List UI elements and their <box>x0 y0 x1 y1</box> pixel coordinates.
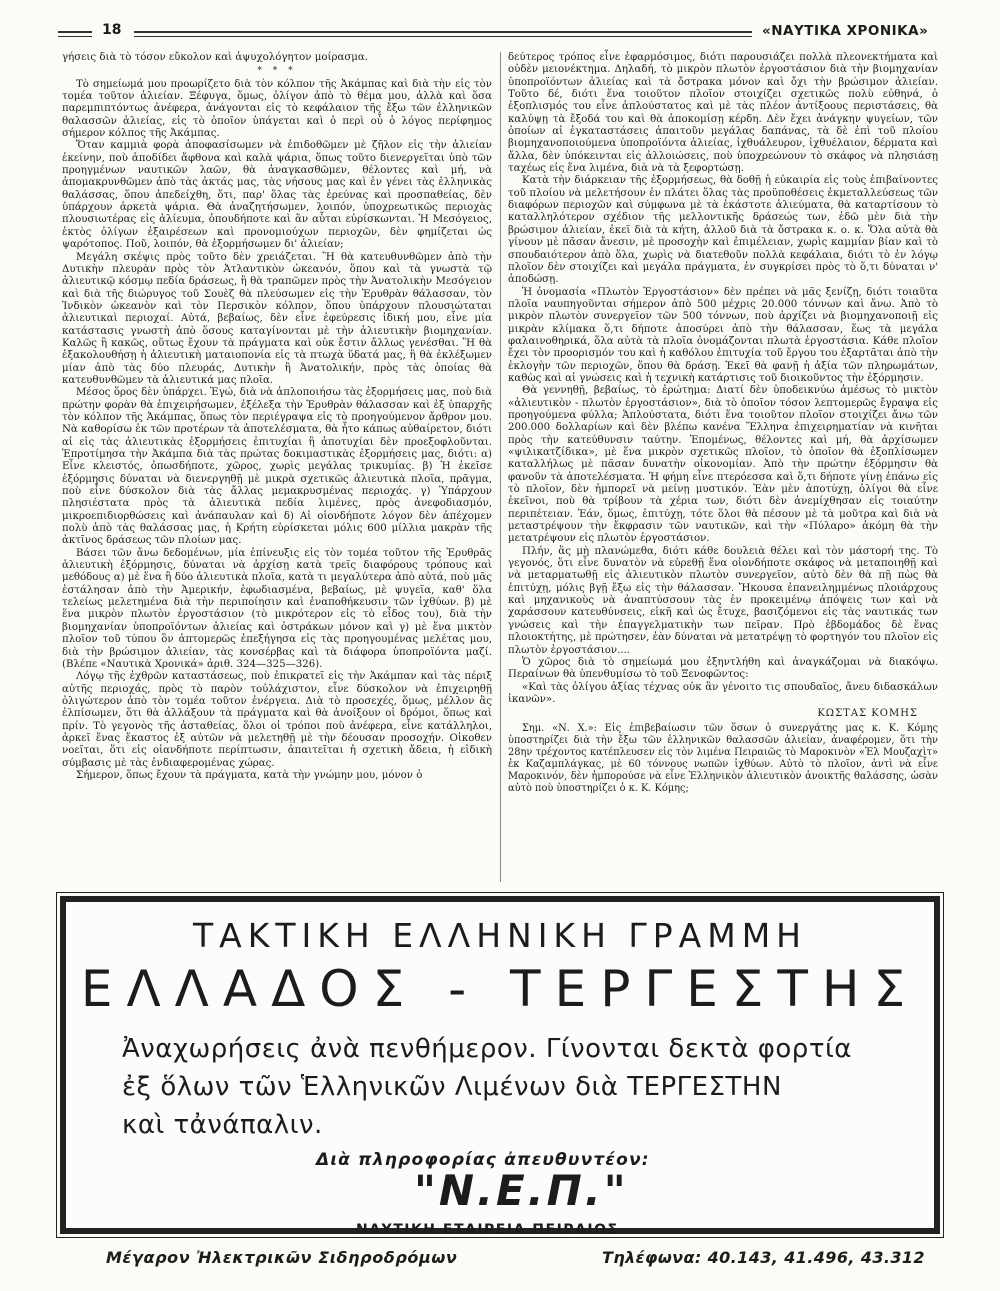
header-rule-middle <box>134 31 752 37</box>
ad-route: ΕΛΛΑΔΟΣ - ΤΕΡΓΕΣΤΗΣ <box>80 960 920 1018</box>
paragraph: Σήμερον, ὅπως ἔχουν τὰ πράγματα, κατὰ τὴν γνώμην μου, μόνον ὁ <box>76 769 423 781</box>
paragraph: Κατὰ τὴν διάρκειαν τῆς ἐξορμήσεως, θὰ δοθῇ ἡ εὐκαιρία εἰς τοὺς ἐπιβαίνοντες τοῦ πλοίου νὰ μελετήσουν ἐν πλάτει ὅλας τὰς προϋποθέσεις ἐκμεταλλεύσεως τῶν διαφόρων περιοχῶν καὶ σύμφωνα μὲ τὰ ἑκάστοτε ἁλιεύματα, θὰ καταρτίσουν τὸ καταλληλότερον σχέδιον τῆς μελλοντικῆς δράσεώς των, ἐδῶ μὲν διὰ τὴν βρώσιμον ἁλιείαν, ἐκεῖ διὰ τὰ κήτη, ἀλλοῦ διὰ τὰ ὄστρακα κ. ο. κ. Ὅλα αὐτὰ θὰ γίνουν μὲ πᾶσαν ἄνεσιν, μὲ προσοχὴν καὶ ἐπιμέλειαν, χωρὶς καμμίαν βίαν καὶ τὸ σπουδαιότερον ἀπὸ ὅλα, χωρὶς νὰ διατεθοῦν πολλὰ κεφάλαια, διότι τὸ ἐν λόγῳ πλοῖον δὲν στοιχίζει καὶ μεγάλα πράγματα, ἐν συγκρίσει πρὸς τὸ ὅ,τι δύναται ν' ἀποδώσῃ. <box>508 175 938 286</box>
article-column-left <box>62 52 492 882</box>
paragraph: Ὅταν καμμιὰ φορὰ ἀποφασίσωμεν νὰ ἐπιδοθῶμεν μὲ ζῆλον εἰς τὴν ἁλιείαν ἐκείνην, ποὺ ἀποδίδει ἄφθονα καὶ καλὰ ψάρια, ὅπως τοῦτο διενεργεῖται ὑπὸ τῶν προηγμένων ναυτικῶν λαῶν, θὰ ἀναγκασθῶμεν, θέλοντες καὶ μή, νὰ ἀπομακρυνθῶμεν ἀπὸ τὰς ἀκτάς μας, τὰς νήσους μας καὶ ἐν γένει τὰς ἑλληνικὰς θαλάσσας, ὅπου ἀπεδείχθη, ὅτι, παρ' ὅλας τὰς ἐρεύνας καὶ προσπαθείας, δὲν ὑπάρχουν ἀρκετὰ ψάρια. Θὰ ἀναζητήσωμεν, λοιπόν, ὑποχρεωτικῶς περιοχὰς πλουσιωτέρας εἰς ἁλίευμα, ὁπουδήποτε καὶ ἂν αὗται εὑρίσκωνται. Ἡ Μεσόγειος, ἐκτὸς ὀλίγων ἐξαιρέσεων καὶ προνομιούχων περιοχῶν, δὲν φημίζεται ὡς ψαρότοπος. Ποῦ, λοιπόν, θὰ ἐξορμήσωμεν δι' ἁλιείαν; <box>62 140 492 251</box>
ad-company-name: ΝΑΥΤΙΚΗ ΕΤΑΙΡΕΙΑ ΠΕΙΡΑΙΩΣ <box>356 1222 619 1238</box>
paragraph: Ὁ χῶρος διὰ τὸ σημείωμά μου ἐξηντλήθη καὶ ἀναγκάζομαι νὰ διακόψω. Περαίνων θὰ ὑπενθυμίσω τὸ τοῦ Ξενοφῶντος: <box>508 656 938 681</box>
page-header <box>58 22 938 46</box>
ad-line-title: ΤΑΚΤΙΚΗ ΕΛΛΗΝΙΚΗ ΓΡΑΜΜΗ <box>192 916 807 955</box>
paragraph: Μέσος ὅρος δὲν ὑπάρχει. Ἐγώ, διὰ νὰ ἀπλοποιήσω τὰς ἐξορμήσεις μας, ποὺ διὰ πρώτην φορὰν θὰ ἐπιχειρήσωμεν, ἐξέλεξα τὴν Ἐρυθρὰν θάλασσαν καὶ ἐξ ὑπαρχῆς τὸν κόλπον τῆς Ἀκάμπας, ὅπως τὸν περιέγραψα εἰς τὸ προηγούμενον ἄρθρον μου. Νὰ καθορίσω ἐκ τῶν προτέρων τὰ ἀποτελέσματα, θὰ ἦτο κάπως αὐθαίρετον, διότι αἱ εἰς τὰς ἁλιευτικὰς ἐξορμήσεις ἐπιτυχίαι ἢ ἀποτυχίαι δὲν προεξοφλοῦνται. Ἐπροτίμησα τὴν Ἀκάμπα διὰ τὰς πρώτας δοκιμαστικὰς ἐξορμήσεις μας, διότι: α) Εἶνε κλειστός, ὁπωσδήποτε, χῶρος, χωρὶς μεγάλας τρικυμίας. β) Ἡ ἐκεῖσε ἐξόρμησις δύναται νὰ διενεργηθῇ μὲ μικρὰ σχετικῶς ἁλιευτικὰ πλοῖα, πρᾶγμα, ποὺ εἶνε δύσκολον διὰ τὰς ἄλλας μεμακρυσμένας περιοχάς. γ) Ὑπάρχουν πλησιέστατα πρὸς τὰ ἁλιευτικὰ πεδία λιμένες, πρὸς ἀνεφοδιασμόν, μικροεπιδιορθώσεις καὶ ἀνάπαυλαν καὶ δ) Αἱ οἱονδήποτε λόγον δὲν ἀπέχομεν πολὺ ἀπὸ τὰς θαλάσσας μας, ἡ Κρήτη εὑρίσκεται μόλις 600 μίλλια μακρὰν τῆς ἀκτῖνος δράσεως τῶν πλοίων μας. <box>62 387 492 547</box>
paragraph: Ἡ ὀνομασία «Πλωτὸν Ἐργοστάσιον» δὲν πρέπει νὰ μᾶς ξενίζῃ, διότι τοιαῦτα πλοῖα ναυπηγοῦνται σήμερον ἀπὸ 500 μέχρις 20.000 τόννων καὶ ἄνω. Ἀπὸ τὸ μικρὸν πλωτὸν συνεργεῖον τῶν 500 τόννων, ποὺ ἀρχίζει νὰ βιομηχανοποιῇ εἰς μικρὰν κλίμακα ὅ,τι δήποτε ἀποσύρει ἀπὸ τὴν θάλασσαν, ἕως τὰ μεγάλα φαλαινοθηρικά, ὅλα αὐτὰ τὰ πλοῖα ὀνομάζονται πλωτὰ ἐργοστάσια. Κάθε πλοῖον ἔχει τὸν προορισμόν του καὶ ἡ καθόλου ἐπιτυχία τοῦ ἔργου του ἐξαρτᾶται ἀπὸ τὴν ἐκλογὴν τῶν περιοχῶν, ὅπου θὰ δράσῃ. Ἐκεῖ θὰ φανῇ ἡ ἀξία τῶν πληρωμάτων, καθὼς καὶ αἱ γνώσεις καὶ ἡ τεχνικὴ κατάρτισις τοῦ διοικοῦντος τὴν ἐξόρμησιν. <box>508 286 938 384</box>
quotation: «Καὶ τὰς ὀλίγου ἀξίας τέχνας οὐκ ἂν γένοιτο τις σπουδαῖος, ἄνευ διδασκάλων ἱκανῶν». <box>508 681 938 705</box>
paragraph: γήσεις διὰ τὸ τόσον εὔκολον καὶ ἀψυχολόγητον μοίρασμα. <box>62 52 369 63</box>
paragraph: Μεγάλη σκέψις πρὸς τοῦτο δὲν χρειάζεται. Ἢ θὰ κατευθυνθῶμεν ἀπὸ τὴν Δυτικὴν πλευρὰν πρὸς τὸν Ἀτλαντικὸν ὠκεανόν, ὅπου καὶ τὰ γνωστὰ τῷ ἁλιευτικῷ κόσμῳ πεδία δράσεως, ἢ θὰ τραπῶμεν πρὸς τὴν Ἀνατολικὴν Μεσόγειον καὶ διὰ τῆς διώρυγος τοῦ Σουὲζ θὰ πλεύσωμεν εἰς τὴν Ἐρυθρὰν θάλασσαν, τὸν Ἰνδικὸν ὠκεανὸν καὶ τὸν Περσικὸν κόλπον, ὅπου ὑπάρχουν πλουσιώταται ἁλιευτικαὶ περιοχαί. Αὐτά, βεβαίως, δὲν εἶνε ἐφεύρεσις ἰδική μου, εἶνε μία κατάστασις γνωστὴ ἀπὸ ὅσους καταγίνονται μὲ τὴν ἁλιευτικὴν βιομηχανίαν. Καλῶς ἢ κακῶς, οὕτως ἔχουν τὰ πράγματα καὶ οὐκ ἔστιν ἄλλως γενέσθαι. Ἢ θὰ ἐξακολουθήσῃ ἡ ἁλιευτικὴ ματαιοπονία εἰς τὰ πτωχὰ ὕδατά μας, ἢ θὰ ἐκλέξωμεν μίαν ἀπὸ τὰς δύο πλευράς, Δυτικὴν ἢ Ἀνατολικήν, πρὸς τὰς ὁποίας θὰ κατευθυνθῶμεν τὰ ἁλιευτικά μας πλοῖα. <box>62 251 492 386</box>
paragraph: Τὸ σημείωμά μου προωρίζετο διὰ τὸν κόλπον τῆς Ἀκάμπας καὶ διὰ τὴν εἰς τὸν τομέα τοῦτον ἁλιείαν. Ξέφυγα, ὅμως, ὀλίγον ἀπὸ τὸ θέμα μου, ἀλλὰ καὶ ὅσα παρεμπιπτόντως ἀνέφερα, ἀνάγονται εἰς τὸ κεφάλαιον τῆς ἔξω τῶν ἑλληνικῶν θαλασσῶν ἁλιείας, εἰς τὸ ὁποῖον ὑπάγεται καὶ ὁ περὶ οὗ ὁ λόγος περίφημος σήμερον κόλπος τῆς Ἀκάμπας. <box>62 78 492 140</box>
editor-note: Σημ. «Ν. Χ.»: Εἰς ἐπιβεβαίωσιν τῶν ὅσων ὁ συνεργάτης μας κ. Κ. Κόμης ὑποστηρίζει διὰ τὴν ἔξω τῶν ἑλληνικῶν θαλασσῶν ἁλιείαν, ἀναφέρομεν, ὅτι τὴν 28ην τρέχοντος κατέπλευσεν εἰς τὸν λιμένα Πειραιῶς τὸ Μαροκινὸν «Ἐλ Μουζαχὶτ» ἐκ Καζαμπλάγκας, μὲ 60 τόννους νωπῶν ἰχθύων. Αὐτὸ τὸ πλοῖον, ἀντὶ νὰ εἶνε Μαροκινόν, δὲν ἠμπορούσε νὰ εἶνε Ἑλληνικὸν ἁλιευτικὸν ἀνοικτῆς θαλάσσης, ὡσὰν αὐτὸ ποὺ ὑποστηρίζει ὁ κ. Κ. Κόμης; <box>508 722 938 794</box>
ad-text-line: Ἀναχωρήσεις ἀνὰ πενθήμερον. Γίνονται δεκτὰ φορτία <box>122 1034 852 1064</box>
paragraph: Θὰ γεννηθῇ, βεβαίως, τὸ ἐρώτημα: Διατί δὲν ὑποδεικνύω ἀμέσως τὸ μικτὸν «ἁλιευτικὸν - πλωτὸν ἐργοστάσιον», διὰ τὸ ὁποῖον τόσον λεπτομερῶς ἔγραψα εἰς προηγούμενα φύλλα; Ἁπλούστατα, διότι ἕνα τοιοῦτον πλοῖον στοιχίζει ἄνω τῶν 200.000 δολλαρίων καὶ δὲν βλέπω κανένα Ἕλληνα ἐπιχειρηματίαν νὰ κινῆται πρὸς τὴν κατεύθυνσιν ταύτην. Ἐπομένως, θέλοντες καὶ μή, θὰ ἀρχίσωμεν «ψιλικατζίδικα», μὲ ἕνα μικρὸν σχετικῶς πλοῖον, τὸ ὁποῖον θὰ ἐξοπλίσωμεν καταλλήλως μὲ πᾶσαν δυνατὴν οἰκονομίαν. Ἀπὸ τὴν πρώτην ἐξόρμησιν θὰ φανοῦν τὰ ἀποτελέσματα. Ἡ φήμη εἶνε πτερόεσσα καὶ ὅ,τι δήποτε γίνῃ ἐπάνω εἰς τὸ πλοῖον, δὲν ἠμπορεῖ νὰ μείνῃ μυστικόν. Ἐὰν μὲν ἀποτύχῃ, ὀλίγοι θὰ εἶνε ἐκεῖνοι, ποὺ θὰ τρίβουν τὰ χέρια των, διότι δὲν ἀνεμίχθησαν εἰς τοιαύτην περιπέτειαν. Ἐάν, ὅμως, ἐπιτύχῃ, τότε ὅλοι θὰ πέσουν μὲ τὰ μοῦτρα καὶ διὰ νὰ μεταστρέψουν τὴν ἔκφρασιν τῶν ναυτικῶν, καὶ τὴν «Πύλαρο» ἀκόμη θὰ τὴν μετατρέψουν εἰς πλωτὸν ἐργοστάσιον. <box>508 385 938 545</box>
paragraph: Πλήν, ἂς μὴ πλανώμεθα, διότι κάθε δουλειὰ θέλει καὶ τὸν μάστορή της. Τὸ γεγονός, ὅτι εἶνε δυνατὸν νὰ εὑρεθῇ ἕνα οἱονδήποτε σκάφος νὰ μεταποιηθῇ καὶ νὰ μεταρματωθῇ εἰς ἁλιευτικὸν πλωτὸν συνεργεῖον, αὐτὸ δὲν θὰ πῇ πὼς θὰ ἐπιτύχῃ, μόλις βγῇ ἔξω εἰς τὴν θάλασσαν. Ἤκουσα ἐπανειλημμένως πλοιάρχους καὶ μηχανικοὺς νὰ ἀναπτύσσουν τὰς ἐν προκειμένῳ ἀπόψεις των καὶ νὰ χαράσσουν κατευθύνσεις, εἰκῆ καὶ ὡς ἔτυχε, βασιζόμενοι εἰς τὰς ναυτικάς των γνώσεις καὶ τὴν ἐπαγγελματικὴν των πεῖραν. Πρὸ ἑβδομάδος δὲ ἕνας πλοιοκτήτης, μὲ πρώτησεν, ἐὰν δύναται νὰ μετατρέψῃ τὸ φορτηγόν του πλοῖον εἰς πλωτὸν ἐργοστάσιον.... <box>508 545 938 656</box>
paragraph: Βάσει τῶν ἄνω δεδομένων, μία ἐπίνευξις εἰς τὸν τομέα τοῦτον τῆς Ἐρυθρᾶς ἁλιευτικὴ ἐξόρμησις, δύναται νὰ ἀρχίσῃ κατὰ τρεῖς διαφόρους τρόπους καὶ μεθόδους α) μὲ ἕνα ἢ δύο ἁλιευτικὰ πλοῖα, κατὰ τι μεγαλύτερα ἀπὸ αὐτά, ποὺ μᾶς ἐστάλησαν ἀπὸ τὴν Ἀμερικήν, ἐφωδιασμένα, βεβαίως, μὲ ψυγεῖα, καθ' ὅλα τελείως μελετημένα διὰ τὴν περιποίησιν καὶ ἐναποθήκευσιν τῶν ἰχθύων. β) μὲ ἕνα μικρὸν πλωτὸν ἐργοστάσιον (τὸ μικρότερον εἰς τὸ εἶδος του), διὰ τὴν βιομηχανίαν ὑποπροϊόντων ἁλιείας καὶ ὀστράκων μόνον καὶ γ) μὲ ἕνα μικτὸν πλοῖον τοῦ τύπου ὃν ἀπτομερῶς ἐπεξήγησα εἰς τὰς προηγουμένας μελέτας μου, διὰ τὴν βρώσιμον ἁλιείαν, τὰς κονσέρβας καὶ τὰ διάφορα ὑποπροϊόντα μαζί. (Βλέπε «Ναυτικὰ Χρονικά» ἀριθ. 324—325—326). <box>62 547 492 670</box>
ad-text-line: καὶ τἀνάπαλιν. <box>122 1110 323 1140</box>
paragraph: Λόγῳ τῆς ἐχθρῶν καταστάσεως, ποὺ ἐπικρατεῖ εἰς τὴν Ἀκάμπαν καὶ τὰς πέριξ αὐτῆς περιοχάς, πρὸς τὸ παρὸν τοὐλάχιστον, εἶνε δύσκολον νὰ ἐπιχειρηθῇ ὀλιγώτερον ἀπὸ τὸν τομέα τοῦτον ἐνέργεια. Διὰ τὸ προσεχές, ὅμως, μέλλον ἂς ἐλπίσωμεν, ὅτι θὰ ἀλλάξουν τὰ πράγματα καὶ θὰ ἀνοίξουν οἱ δρόμοι, ὅπως καὶ πρίν. Τὸ γεγονὸς τῆς ἀσταθείας, ὅλοι οἱ τρόποι ποὺ ἀνέφερα, εἶνε κατάλληλοι, ἀρκεῖ ἕνας ἕκαστος ἐξ αὐτῶν νὰ μελετηθῇ μὲ τὴν δέουσαν προσοχήν. Οἰκοθεν νοεῖται, ὅτι εἰς οἱανδήποτε περίπτωσιν, ἀπαιτεῖται ἡ σχετικὴ ἄδεια, ἡ εἰδικὴ σύμβασις μὲ τὰς ἐνδιαφερομένας χώρας. <box>62 671 492 769</box>
section-separator: * * * <box>257 66 297 77</box>
column-divider <box>500 52 501 882</box>
article-column-right <box>508 52 938 882</box>
ad-info-heading: Διὰ πληροφορίας ἀπευθυντέον: <box>316 1150 650 1170</box>
journal-title: «ΝΑΥΤΙΚΑ ΧΡΟΝΙΚΑ» <box>762 23 929 39</box>
ad-phones: Τηλέφωνα: 40.143, 41.496, 43.312 <box>602 1248 925 1267</box>
shipping-line-advertisement <box>60 896 940 1267</box>
ad-company-logo: "Ν.Ε.Π." <box>414 1166 629 1215</box>
paragraph: δεύτερος τρόπος εἶνε ἐφαρμόσιμος, διότι παρουσιάζει πολλὰ πλεονεκτήματα καὶ οὐδὲν μειονέκτημα. Δηλαδή, τὸ μικρὸν πλωτὸν ἐργοστάσιον διὰ τὴν βιομηχανίαν ὑποπροϊόντων ἁλιείας καὶ τὰ ὄστρακα μόνον καὶ ὄχι τὴν βρώσιμον ἁλιείαν. Τοῦτο δέ, διότι ἕνα τοιοῦτον πλοῖον στοιχίζει σχετικῶς πολὺ εὐθηνά, ὁ ἐξοπλισμός του εἶνε ἁπλούστατος καὶ μὲ τὰς πλέον ἀντίξοους περιστάσεις, θὰ καλύψῃ τὰ ἔξοδά του καὶ θὰ ἀποκομίσῃ κέρδη. Δὲν ἔχει ἀνάγκην ψυγείων, τῶν ὁποίων αἱ ἐγκαταστάσεις ἀπαιτοῦν μεγάλας δαπάνας, τὰ δὲ ἐπὶ τοῦ πλοίου βιομηχανοποιούμενα ὑποπροϊόντα ἁλιείας, ἰχθυάλευρον, ἰχθυέλαιον, δέρματα καὶ ἄλλα, δὲν ὑπόκεινται εἰς ἀλλοιώσεις, ποὺ ὑποχρεώνουν τὸ σκάφος νὰ πλησιάσῃ ταχέως εἰς ἕνα λιμένα, διὰ νὰ τὰ ξεφορτώσῃ. <box>508 52 938 175</box>
author-signature: ΚΩΣΤΑΣ ΚΟΜΗΣ <box>817 708 918 720</box>
ad-address: Μέγαρον Ἠλεκτρικῶν Σιδηροδρόμων <box>106 1248 458 1267</box>
page-number: 18 <box>102 22 122 38</box>
ad-text-line: ἐξ ὅλων τῶν Ἑλληνικῶν Λιμένων διὰ ΤΕΡΓΕΣΤΗΝ <box>122 1072 782 1102</box>
header-rule-left <box>58 31 92 37</box>
